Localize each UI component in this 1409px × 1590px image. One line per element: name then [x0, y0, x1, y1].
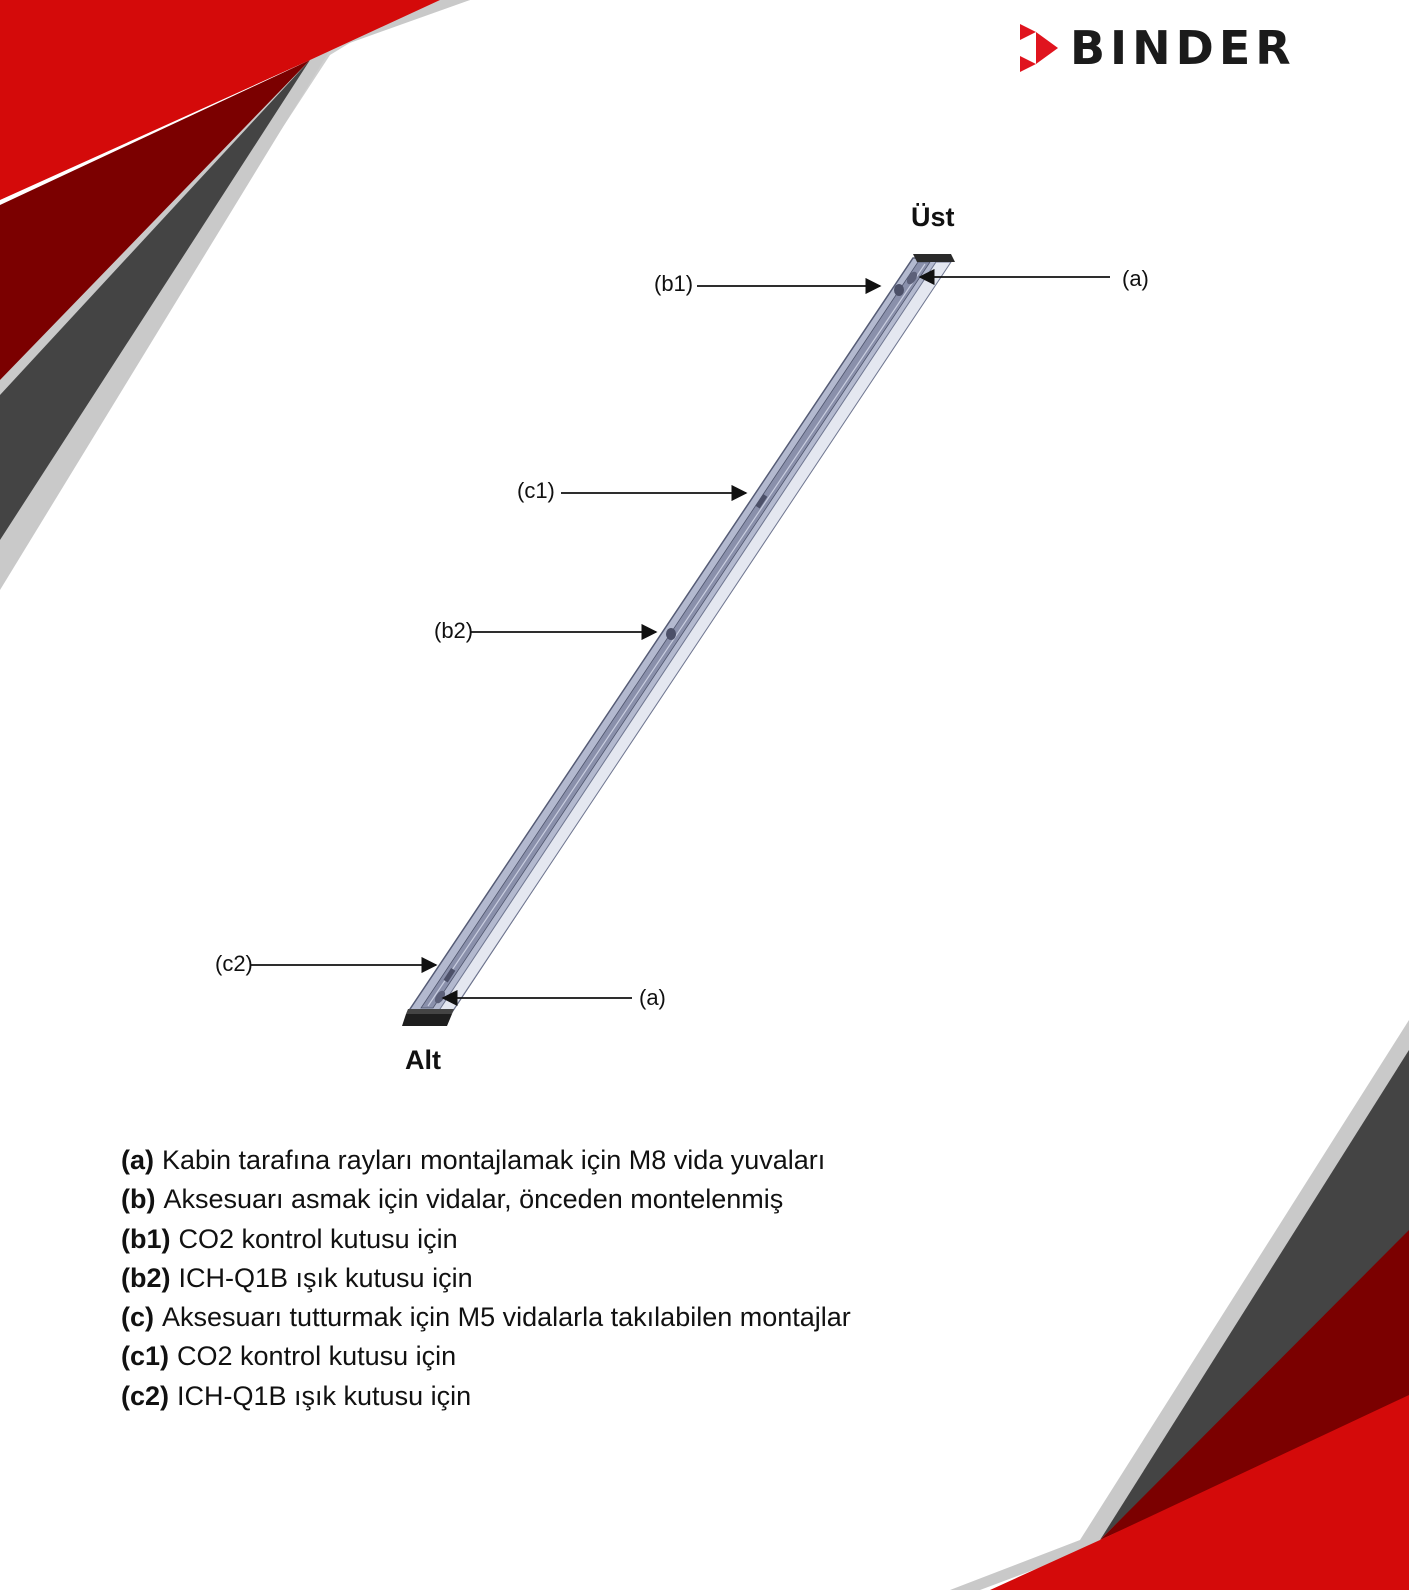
rail [402, 254, 955, 1026]
legend-text: CO2 kontrol kutusu için [177, 1341, 457, 1372]
legend-text: ICH-Q1B ışık kutusu için [177, 1380, 472, 1411]
top-end-label: Üst [911, 202, 955, 232]
callout-label-a-bottom: (a) [639, 985, 666, 1010]
legend-item [121, 1259, 851, 1298]
legend-item [121, 1377, 851, 1416]
callout-label-c1: (c1) [517, 478, 555, 503]
legend-key: (b) [121, 1184, 156, 1215]
legend-key: (b1) [121, 1223, 171, 1254]
legend-text: Aksesuarı asmak için vidalar, önceden montelenmiş [163, 1184, 784, 1215]
legend-key: (c1) [121, 1341, 170, 1372]
legend-text: CO2 kontrol kutusu için [178, 1223, 458, 1254]
legend [121, 1141, 851, 1416]
legend-item [121, 1220, 851, 1259]
legend-item [121, 1337, 851, 1376]
legend-text: Kabin tarafına rayları montajlamak için M8 vida yuvaları [162, 1145, 826, 1175]
callout-label-a-top: (a) [1122, 266, 1149, 291]
callout-label-b2: (b2) [434, 618, 474, 643]
legend-item [121, 1141, 851, 1180]
callout-label-b1: (b1) [654, 271, 694, 296]
legend-key: (a) [121, 1145, 154, 1175]
legend-key: (b2) [121, 1262, 171, 1293]
legend-text: ICH-Q1B ışık kutusu için [178, 1262, 473, 1293]
legend-item [121, 1298, 851, 1337]
legend-text: Aksesuarı tutturmak için M5 vidalarla takılabilen montajlar [162, 1302, 851, 1333]
legend-item [121, 1180, 851, 1219]
callout-label-c2: (c2) [215, 951, 253, 976]
bottom-end-label: Alt [405, 1045, 441, 1075]
legend-key: (c2) [121, 1380, 170, 1411]
legend-key: (c) [121, 1302, 154, 1333]
brand-name: BINDER [1070, 21, 1296, 75]
